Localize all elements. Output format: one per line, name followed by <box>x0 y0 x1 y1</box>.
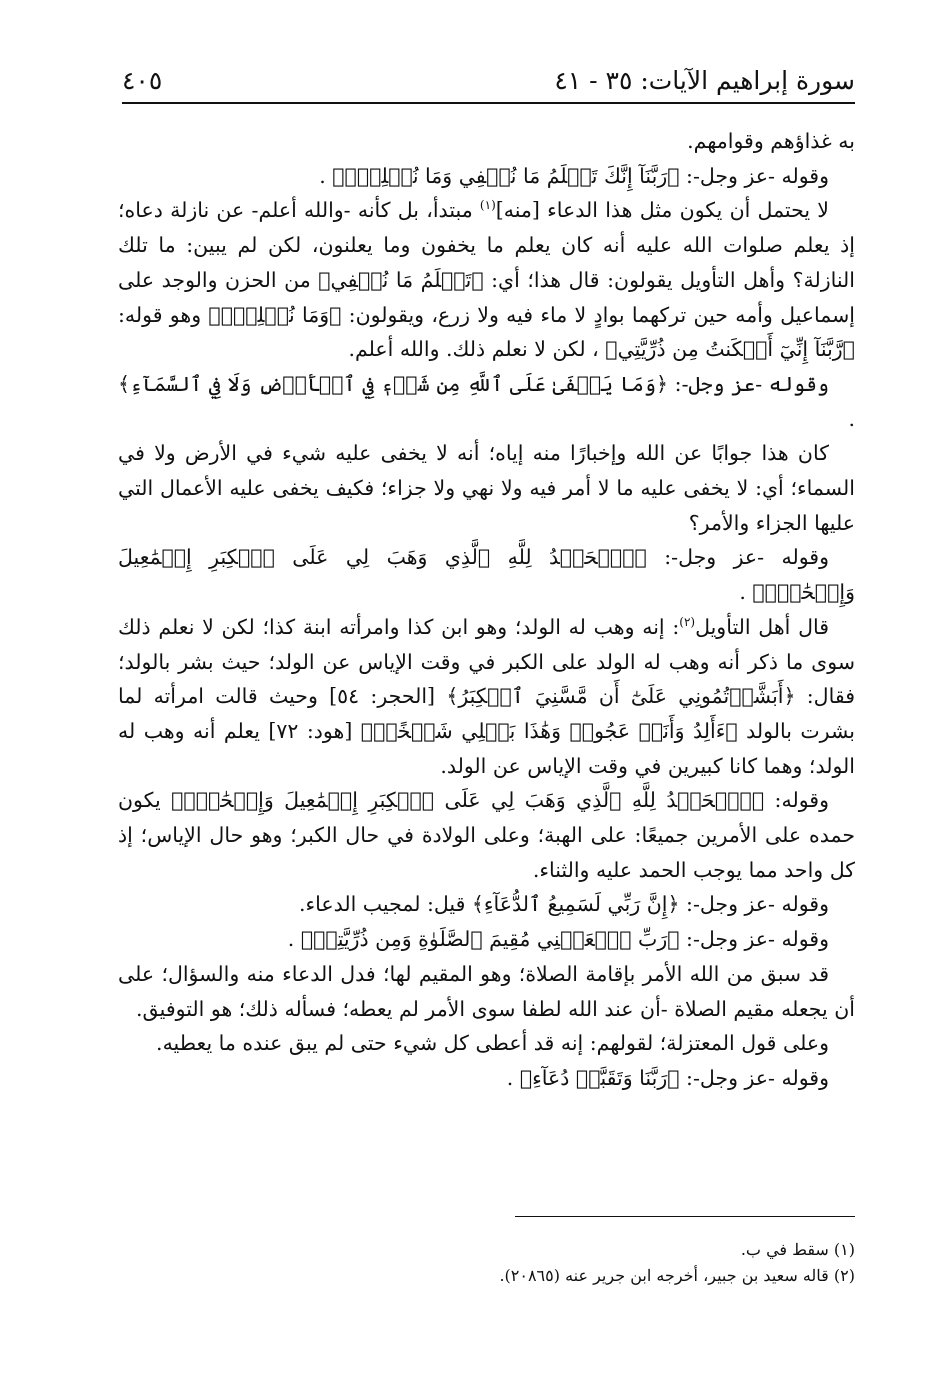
paragraph-text: كان هذا جوابًا عن الله وإخبارًا منه إياه؛ أنه لا يخفى عليه شيء في الأرض ولا في السماء؛ أي: لا يخفى عليه ما لا أمر فيه ولا نهي ولا جزاء؛ فكيف يخفى عليه الأعمال التي عليها الجزاء والأمر؟ <box>118 441 855 535</box>
paragraph <box>118 887 855 922</box>
footnote: (٢) قاله سعيد بن جبير، أخرجه ابن جرير عنه (٢٠٨٦٥). <box>499 1266 855 1285</box>
paragraph-text: به غذاؤهم وقوامهم. <box>687 129 855 153</box>
paragraph <box>118 1026 855 1061</box>
paragraph-text: لا يحتمل أن يكون مثل هذا الدعاء [منه] <box>495 198 829 223</box>
paragraph <box>118 193 855 367</box>
paragraph-text: وقوله -عز وجل-: ﴿رَبَّنَا وَتَقَبَّلۡ دُعَآءِ﴾ . <box>506 1065 829 1090</box>
page-header <box>122 58 855 104</box>
footnotes <box>499 1216 855 1289</box>
paragraph-text: وقوله: ﴿ٱلۡحَمۡدُ لِلَّهِ ٱلَّذِي وَهَبَ لِي عَلَى ٱلۡكِبَرِ إِسۡمَٰعِيلَ وَإِسۡحَٰقَۚ﴾ يكون حمده على الأمرين جميعًا: على الهبة؛ وعلى الولادة في حال الكبر؛ وهو حال الإياس؛ إذ كل واحد مما يوجب الحمد عليه والثناء. <box>118 788 855 882</box>
paragraph-text: قال أهل التأويل <box>695 614 830 639</box>
paragraph <box>118 436 855 540</box>
body-text <box>118 124 855 1096</box>
page-number: ٤٠٥ <box>122 65 163 95</box>
running-title: سورة إبراهيم الآيات: ٣٥ - ٤١ <box>554 65 855 95</box>
paragraph <box>118 124 855 159</box>
paragraph <box>118 783 855 887</box>
paragraph <box>118 1061 855 1096</box>
paragraph-text: وعلى قول المعتزلة؛ لقولهم: إنه قد أعطى كل شيء حتى لم يبق عنده ما يعطيه. <box>156 1031 829 1056</box>
footnote-marker: (٢) <box>679 615 696 630</box>
paragraph-text-continued: مبتدأ، بل كأنه -والله أعلم- عن نازلة دعاه؛ إذ يعلم صلوات الله عليه أنه كان يعلم ما يخفون وما يعلنون، لكن لم يبين: ما تلك النازلة؟ وأهل التأويل يقولون: قال هذا؛ أي: ﴿تَعۡلَمُ مَا نُخۡفِي﴾ من الحزن والوجد على إسماعيل وأمه حين تركهما بوادٍ لا ماء فيه ولا زرع، ويقولون: ﴿وَمَا نُعۡلِنُۗ﴾ وهو قوله: ﴿رَّبَّنَآ إِنِّيٓ أَسۡكَنتُ مِن ذُرِّيَّتِي﴾ ، لكن لا نعلم ذلك. والله أعلم. <box>118 198 855 362</box>
paragraph-text: وقوله -عز وجل-: ﴿وَمَا يَخۡفَىٰ عَلَى ٱللَّهِ مِن شَيۡءٖ فِي ٱلۡأَرۡضِ وَلَا فِي ٱلسَّمَآءِ﴾ . <box>118 371 855 431</box>
paragraph-text: قد سبق من الله الأمر بإقامة الصلاة؛ وهو المقيم لها؛ فدل الدعاء منه والسؤال؛ على أن يجعله مقيم الصلاة -أن عند الله لطفا سوى الأمر لم يعطه؛ فسأله ذلك؛ هو التوفيق. <box>118 961 855 1021</box>
paragraph-text: وقوله -عز وجل-: ﴿رَبَّنَآ إِنَّكَ تَعۡلَمُ مَا نُخۡفِي وَمَا نُعۡلِنُۗ﴾ . <box>319 163 829 188</box>
paragraph <box>118 957 855 1026</box>
paragraph-text: وقوله -عز وجل-: ﴿إِنَّ رَبِّي لَسَمِيعُ ٱلدُّعَآءِ﴾ قيل: لمجيب الدعاء. <box>298 892 829 917</box>
paragraph-text: وقوله -عز وجل-: ﴿ٱلۡحَمۡدُ لِلَّهِ ٱلَّذِي وَهَبَ لِي عَلَى ٱلۡكِبَرِ إِسۡمَٰعِيلَ وَإِسۡحَٰقَۚ﴾ . <box>118 545 855 605</box>
paragraph-text-continued: : إنه وهب له الولد؛ وهو ابن كذا وامرأته ابنة كذا؛ لكن لا نعلم ذلك سوى ما ذكر أنه وهب له الولد على الكبر في وقت الإياس عن الولد؛ حيث بشر بالولد؛ فقال: ﴿أَبَشَّرۡتُمُونِي عَلَىٰٓ أَن مَّسَّنِيَ ٱلۡكِبَرُ﴾ [الحجر: ٥٤] وحيث قالت امرأته لما بشرت بالولد ﴿ءَأَلِدُ وَأَنَا۠ عَجُوزٞ وَهَٰذَا بَعۡلِي شَيۡخًاۖ﴾ [هود: ٧٢] يعلم أنه وهب له الولد؛ وهما كانا كبيرين في وقت الإياس عن الولد. <box>118 614 855 778</box>
paragraph-text: وقوله -عز وجل-: ﴿رَبِّ ٱجۡعَلۡنِي مُقِيمَ ٱلصَّلَوٰةِ وَمِن ذُرِّيَّتِيۚ﴾ . <box>287 927 829 952</box>
footnote-marker: (١) <box>479 198 496 213</box>
paragraph <box>118 922 855 957</box>
footnote: (١) سقط في ب. <box>740 1240 855 1259</box>
paragraph <box>118 610 855 784</box>
paragraph <box>118 159 855 194</box>
paragraph <box>118 367 855 436</box>
paragraph <box>118 540 855 609</box>
